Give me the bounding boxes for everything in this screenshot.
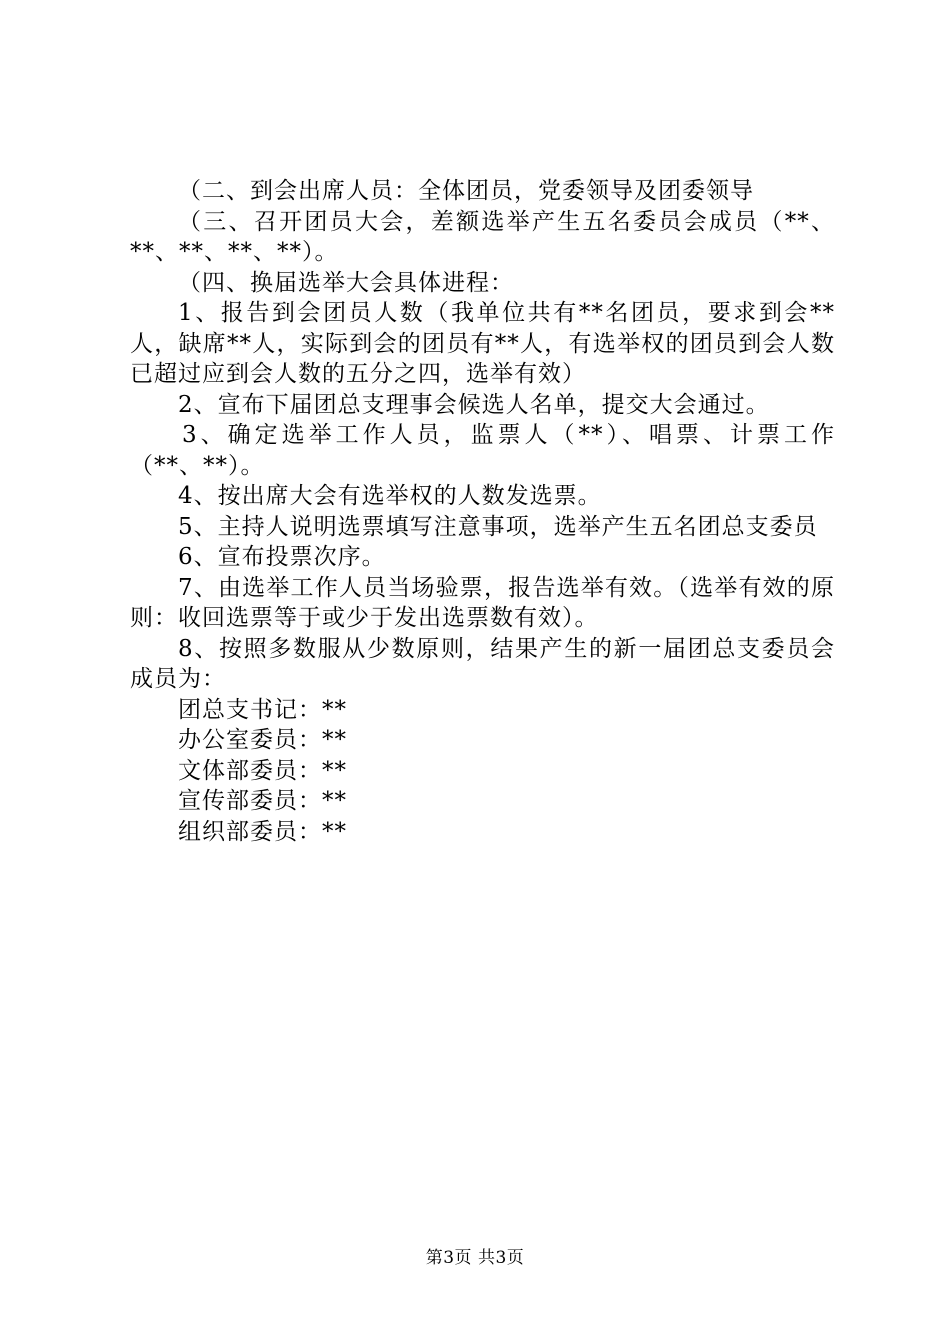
paragraph-step-8: 8、按照多数服从少数原则，结果产生的新一届团总支委员会成员为：: [130, 635, 835, 692]
page-number-footer: 第3页 共3页: [425, 1248, 525, 1268]
paragraph-process-heading: （四、换届选举大会具体进程：: [178, 269, 514, 296]
paragraph-step-2: 2、宣布下届团总支理事会候选人名单，提交大会通过。: [178, 391, 770, 418]
paragraph-step-3: 3、确定选举工作人员，监票人（**）、唱票、计票工作（**、**）。: [130, 422, 835, 479]
paragraph-step-7: 7、由选举工作人员当场验票，报告选举有效。（选举有效的原则：收回选票等于或少于发出选票数有效）。: [130, 574, 835, 631]
member-publicity: 宣传部委员：**: [178, 788, 347, 814]
paragraph-step-6: 6、宣布投票次序。: [178, 544, 386, 570]
member-office: 办公室委员：**: [178, 727, 347, 753]
member-culture-sports: 文体部委员：**: [178, 757, 347, 784]
paragraph-step-5: 5、主持人说明选票填写注意事项，选举产生五名团总支委员: [178, 513, 818, 540]
paragraph-attendees: （二、到会出席人员：全体团员，党委领导及团委领导: [178, 178, 754, 204]
paragraph-election: （三、召开团员大会，差额选举产生五名委员会成员（**、**、**、**、**）。: [130, 208, 835, 265]
paragraph-step-1: 1、报告到会团员人数（我单位共有**名团员，要求到会**人，缺席**人，实际到会的团员有**人，有选举权的团员到会人数已超过应到会人数的五分之四，选举有效）: [130, 300, 835, 387]
document-body: [130, 176, 835, 847]
member-organization: 组织部委员：**: [178, 818, 347, 845]
paragraph-step-4: 4、按出席大会有选举权的人数发选票。: [178, 483, 602, 509]
member-secretary: 团总支书记：**: [178, 696, 347, 723]
